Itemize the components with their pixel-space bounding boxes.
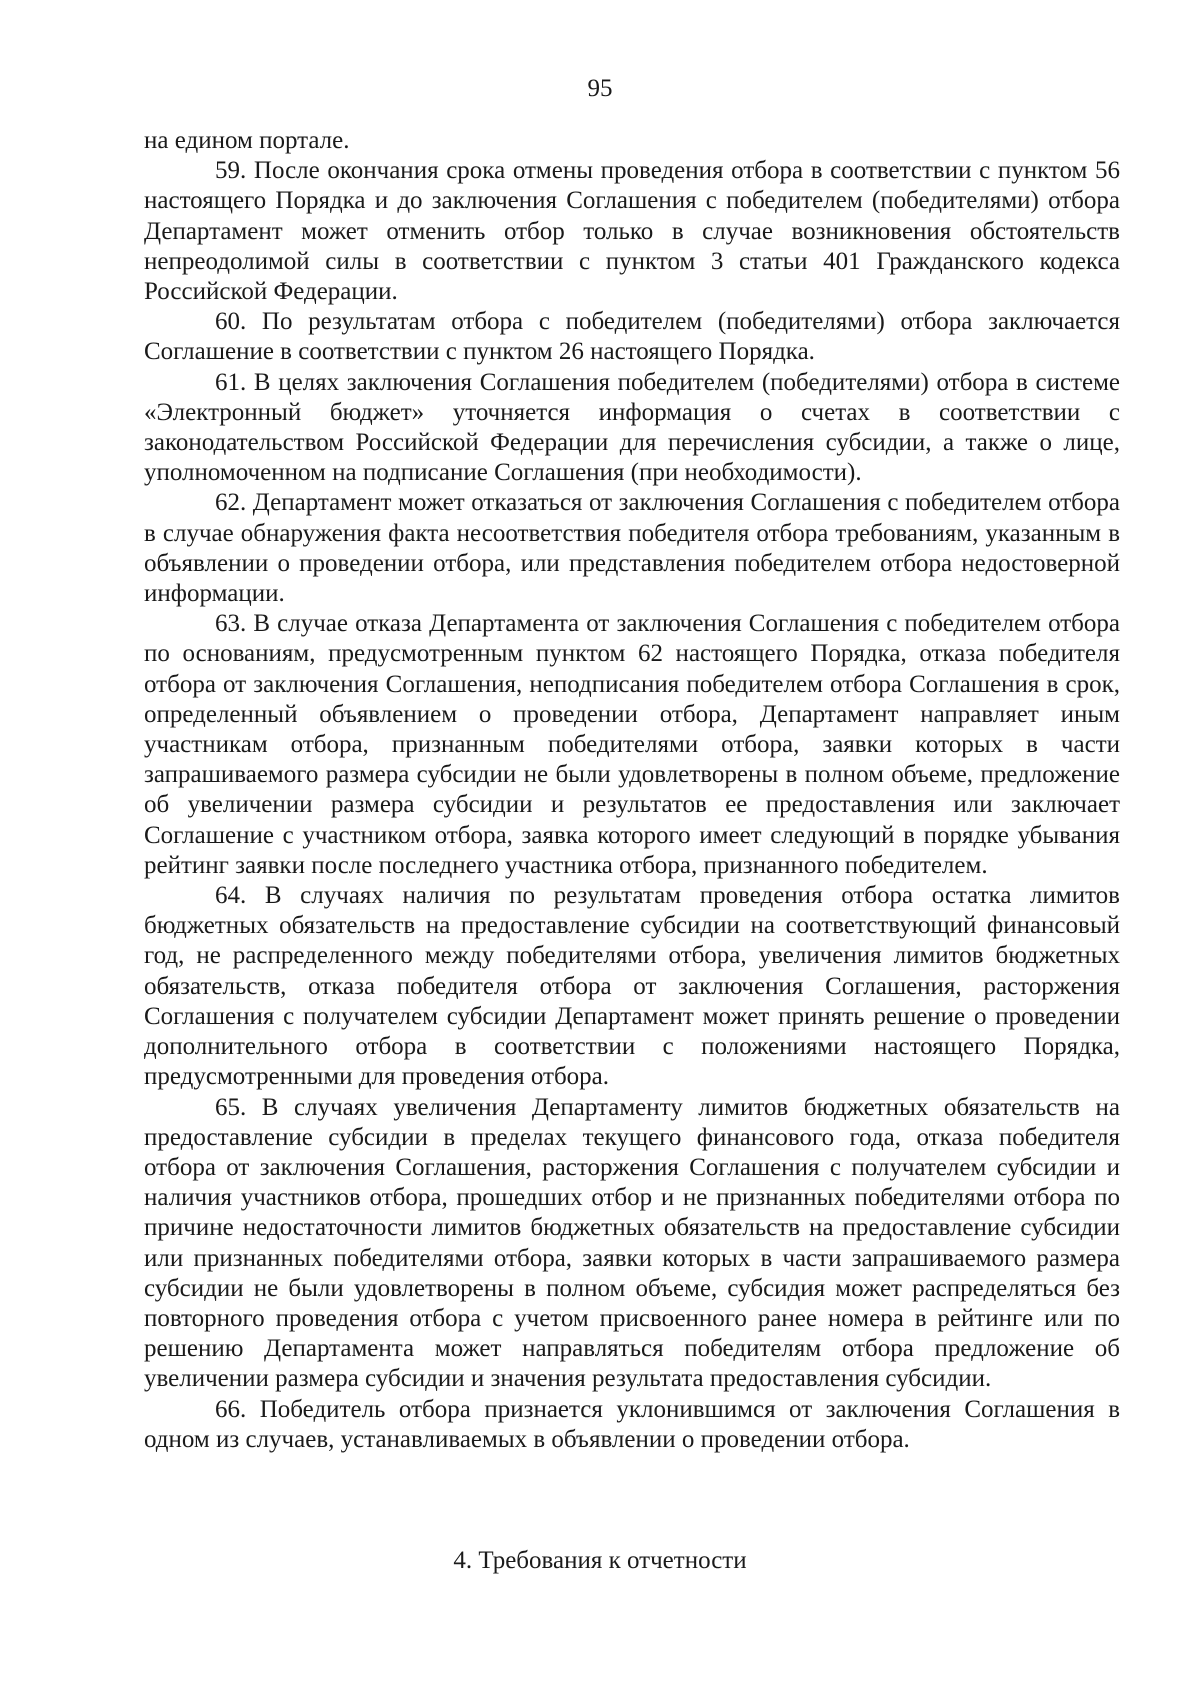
paragraph-59: 59. После окончания срока отмены проведения отбора в соответствии с пунктом 56 настоящего Порядка и до заключения Соглашения с победителем (победителями) отбора Департамент может отменить отбор только в случае возникновения обстоятельств непреодолимой силы в соответствии с пунктом 3 статьи 401 Гражданского кодекса Российской Федерации. [144, 157, 1120, 306]
paragraph-60: 60. По результатам отбора с победителем (победителями) отбора заключается Соглашение в соответствии с пунктом 26 настоящего Порядка. [144, 308, 1120, 366]
section-heading: 4. Требования к отчетности [453, 1547, 747, 1574]
paragraph-63: 63. В случае отказа Департамента от заключения Соглашения с победителем отбора по основаниям, предусмотренным пунктом 62 настоящего Порядка, отказа победителя отбора от заключения Соглашения, неподписания победителем отбора Соглашения в срок, определенный объявлением о проведении отбора, Департамент направляет иным участникам отбора, признанным победителями отбора, заявки которых в части запрашиваемого размера субсидии не были удовлетворены в полном объеме, предложение об увеличении размера субсидии и результатов ее предоставления или заключает Соглашение с участником отбора, заявка которого имеет следующий в порядке убывания рейтинг заявки после последнего участника отбора, признанного победителем. [144, 610, 1120, 879]
paragraph-66: 66. Победитель отбора признается уклонившимся от заключения Соглашения в одном из случаев, устанавливаемых в объявлении о проведении отбора. [144, 1395, 1120, 1453]
paragraph-61: 61. В целях заключения Соглашения победителем (победителями) отбора в системе «Электронный бюджет» уточняется информация о счетах в соответствии с законодательством Российской Федерации для перечисления субсидии, а также о лице, уполномоченном на подписание Соглашения (при необходимости). [144, 368, 1120, 487]
paragraph-65: 65. В случаях увеличения Департаменту лимитов бюджетных обязательств на предоставление субсидии в пределах текущего финансового года, отказа победителя отбора от заключения Соглашения, расторжения Соглашения с получателем субсидии и наличия участников отбора, прошедших отбор и не признанных победителями отбора по причине недостаточности лимитов бюджетных обязательств на предоставление субсидии или признанных победителями отбора, заявки которых в части запрашиваемого размера субсидии не были удовлетворены в полном объеме, субсидия может распределяться без повторного проведения отбора с учетом присвоенного ранее номера в рейтинге или по решению Департамента может направляться победителям отбора предложение об увеличении размера субсидии и значения результата предоставления субсидии. [144, 1093, 1120, 1393]
paragraph-64: 64. В случаях наличия по результатам проведения отбора остатка лимитов бюджетных обязательств на предоставление субсидии на соответствующий финансовый год, не распределенного между победителями отбора, увеличения лимитов бюджетных обязательств, отказа победителя отбора от заключения Соглашения, расторжения Соглашения с получателем субсидии Департамент может принять решение о проведении дополнительного отбора в соответствии с положениями настоящего Порядка, предусмотренными для проведения отбора. [144, 882, 1120, 1091]
paragraph-62: 62. Департамент может отказаться от заключения Соглашения с победителем отбора в случае обнаружения факта несоответствия победителя отбора требованиям, указанным в объявлении о проведении отбора, или представления победителем отбора недостоверной информации. [144, 489, 1120, 608]
page-number: 95 [587, 75, 613, 102]
paragraph-continuation: на едином портале. [144, 127, 350, 154]
document-body [144, 126, 1120, 1455]
